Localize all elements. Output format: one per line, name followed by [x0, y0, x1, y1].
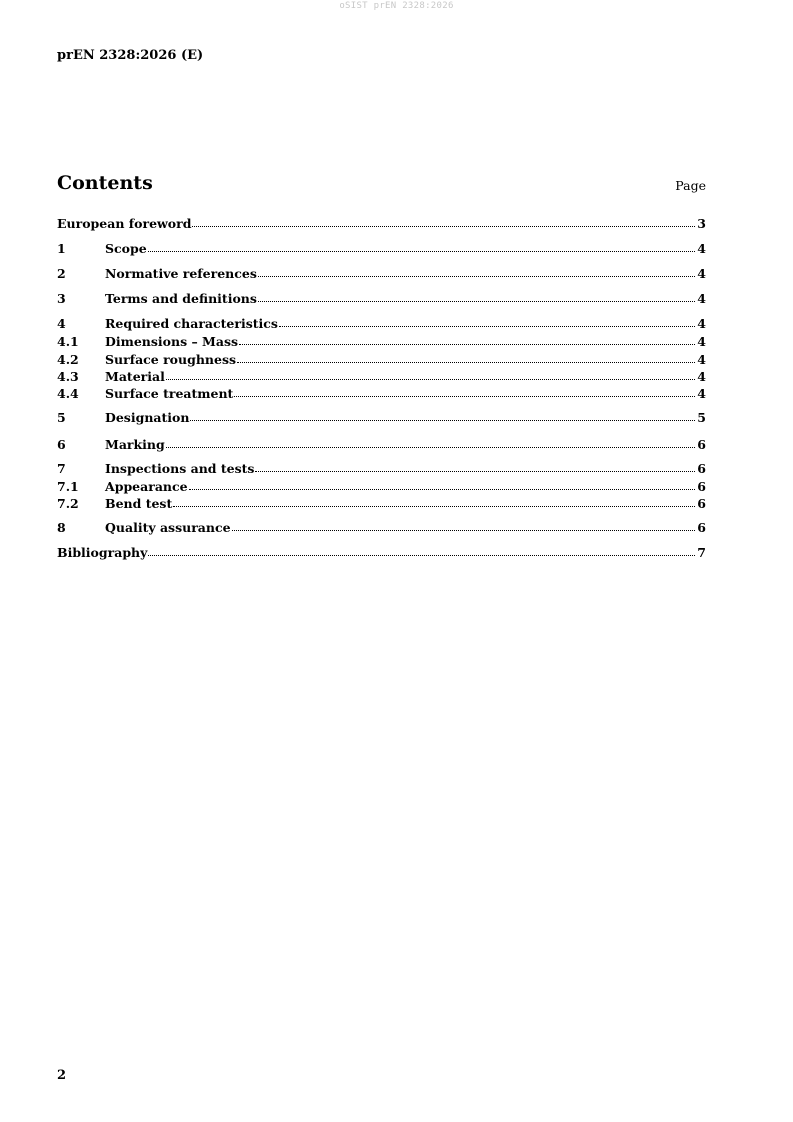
toc-entry-title: Bibliography — [57, 545, 148, 560]
toc-entry-title: Bend test — [105, 496, 173, 511]
toc-entry-terms-and-definitions[interactable] — [57, 290, 706, 307]
toc-entry-title: European foreword — [57, 216, 192, 231]
toc-entry-title: Appearance — [105, 479, 188, 494]
toc-entry-page: 4 — [697, 386, 706, 401]
watermark: oSIST prEN 2328:2026 — [339, 1, 454, 11]
toc-entry-scope[interactable] — [57, 240, 706, 257]
toc-entry-title: Surface treatment — [105, 386, 234, 401]
toc-entry-normative-references[interactable] — [57, 265, 706, 282]
toc-entry-page: 6 — [697, 479, 706, 494]
toc-entry-page: 4 — [697, 241, 706, 256]
toc-entry-page: 3 — [697, 216, 706, 231]
toc-entry-number: 8 — [57, 520, 66, 535]
toc-leader-dots — [255, 459, 695, 472]
toc-entry-title: Inspections and tests — [105, 461, 255, 476]
toc-entry-number: 2 — [57, 266, 66, 281]
toc-entry-page: 6 — [697, 437, 706, 452]
toc-entry-number: 7.2 — [57, 496, 79, 511]
toc-leader-dots — [190, 408, 695, 421]
toc-leader-dots — [258, 289, 695, 302]
toc-entry-title: Material — [105, 369, 165, 384]
toc-entry-page: 6 — [697, 461, 706, 476]
page-column-label: Page — [675, 178, 706, 193]
toc-leader-dots — [148, 239, 696, 252]
toc-leader-dots — [232, 518, 696, 531]
toc-leader-dots — [166, 367, 695, 380]
toc-entry-number: 4 — [57, 316, 66, 331]
toc-entry-page: 4 — [697, 266, 706, 281]
toc-entry-page: 4 — [697, 369, 706, 384]
toc-entry-page: 4 — [697, 334, 706, 349]
toc-leader-dots — [173, 494, 695, 507]
toc-leader-dots — [234, 384, 695, 397]
toc-entry-number: 3 — [57, 291, 66, 306]
toc-entry-number: 7.1 — [57, 479, 79, 494]
toc-leader-dots — [189, 477, 696, 490]
toc-entry-title: Dimensions – Mass — [105, 334, 239, 349]
toc-entry-page: 6 — [697, 496, 706, 511]
toc-leader-dots — [279, 314, 695, 327]
toc-entry-designation[interactable] — [57, 409, 706, 426]
toc-entry-number: 4.4 — [57, 386, 79, 401]
table-of-contents — [57, 0, 706, 1122]
toc-entry-surface-roughness[interactable] — [57, 351, 706, 368]
toc-entry-number: 5 — [57, 410, 66, 425]
toc-entry-number: 7 — [57, 461, 66, 476]
toc-entry-number: 6 — [57, 437, 66, 452]
toc-entry-title: Normative references — [105, 266, 257, 281]
toc-entry-page: 7 — [697, 545, 706, 560]
toc-entry-number: 4.2 — [57, 352, 79, 367]
toc-leader-dots — [239, 332, 695, 345]
toc-entry-title: Scope — [105, 241, 147, 256]
toc-entry-bend-test[interactable] — [57, 495, 706, 512]
document-id: prEN 2328:2026 (E) — [57, 48, 204, 63]
page-number: 2 — [57, 1068, 67, 1083]
toc-leader-dots — [166, 435, 696, 448]
toc-entry-appearance[interactable] — [57, 478, 706, 495]
toc-entry-bibliography[interactable] — [57, 544, 706, 561]
toc-entry-page: 5 — [697, 410, 706, 425]
toc-entry-page: 6 — [697, 520, 706, 535]
contents-title: Contents — [57, 172, 153, 194]
toc-entry-surface-treatment[interactable] — [57, 385, 706, 402]
toc-entry-quality-assurance[interactable] — [57, 519, 706, 536]
toc-entry-page: 4 — [697, 291, 706, 306]
toc-entry-title: Surface roughness — [105, 352, 237, 367]
toc-entry-number: 4.3 — [57, 369, 79, 384]
toc-leader-dots — [192, 214, 695, 227]
toc-entry-european-foreword[interactable] — [57, 215, 706, 232]
toc-entry-required-characteristics[interactable] — [57, 315, 706, 332]
toc-leader-dots — [148, 543, 695, 556]
toc-entry-inspections-and-tests[interactable] — [57, 460, 706, 477]
toc-entry-page: 4 — [697, 316, 706, 331]
toc-entry-title: Designation — [105, 410, 190, 425]
toc-entry-marking[interactable] — [57, 436, 706, 453]
toc-entry-title: Terms and definitions — [105, 291, 257, 306]
toc-entry-material[interactable] — [57, 368, 706, 385]
toc-entry-title: Required characteristics — [105, 316, 278, 331]
toc-entry-title: Quality assurance — [105, 520, 231, 535]
toc-entry-number: 4.1 — [57, 334, 79, 349]
toc-leader-dots — [258, 264, 695, 277]
toc-entry-title: Marking — [105, 437, 165, 452]
toc-entry-page: 4 — [697, 352, 706, 367]
toc-entry-number: 1 — [57, 241, 66, 256]
toc-leader-dots — [237, 350, 695, 363]
toc-entry-dimensions-mass[interactable] — [57, 333, 706, 350]
